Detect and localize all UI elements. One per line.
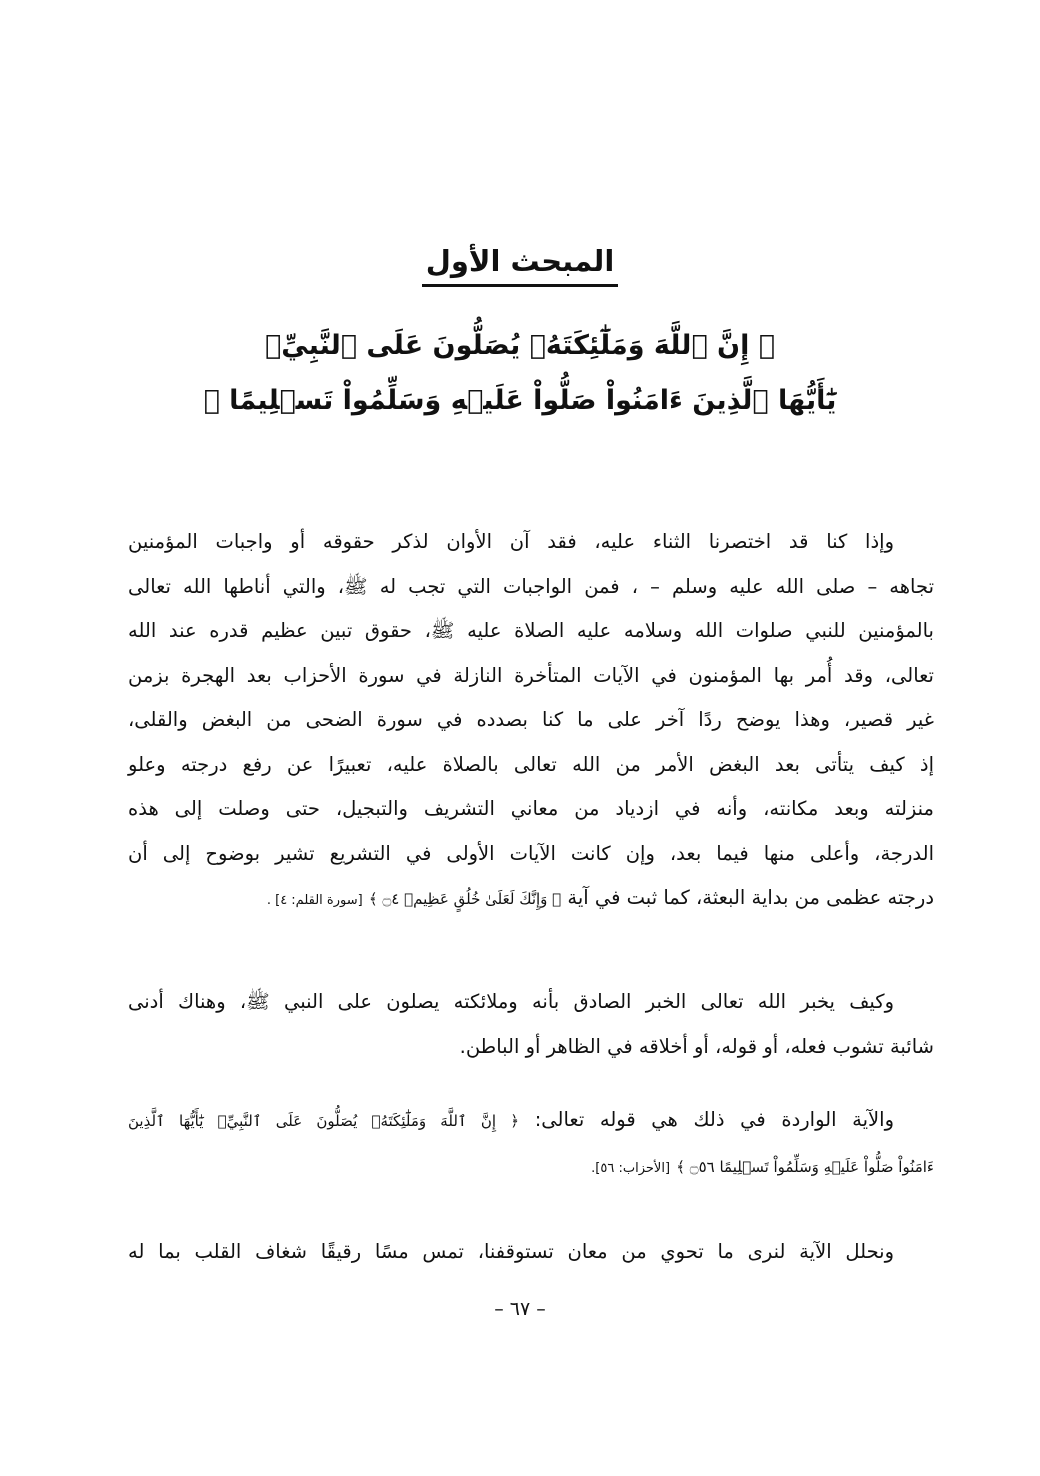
quran-quote: ءَامَنُواْ صَلُّواْ عَلَيۡهِ وَسَلِّمُواْ تَسۡلِيمًا ۝٥٦ ﴾ <box>676 1157 934 1176</box>
surah-reference: [الأحزاب: ٥٦]. <box>591 1160 671 1176</box>
heading-verse <box>0 318 1040 428</box>
paragraph-4 <box>128 1230 934 1275</box>
section-title-text: المبحث الأول <box>422 244 619 287</box>
paragraph-line: وكيف يخبر الله تعالى الخبر الصادق بأنه وملائكته يصلون على النبي ﷺ، وهناك أدنى <box>128 990 894 1013</box>
paragraph-line: تجاهه – صلى الله عليه وسلم – ، فمن الواجبات التي تجب له ﷺ، والتي أناطها الله تعالى <box>128 574 934 598</box>
paragraph-3 <box>128 1098 934 1191</box>
paragraph-1 <box>128 520 934 924</box>
heading-verse-line-2: يَٰٓأَيُّهَا ٱلَّذِينَ ءَامَنُواْ صَلُّواْ عَلَيۡهِ وَسَلِّمُواْ تَسۡلِيمًا ﴾ <box>203 385 837 416</box>
paragraph-text: والآية الواردة في ذلك هي قوله تعالى: <box>534 1108 895 1131</box>
paragraph-text: درجته عظمى من بداية البعثة، كما ثبت في آية <box>567 886 934 909</box>
paragraph-line: ونحلل الآية لنرى ما تحوي من معان تستوقفنا، تمس مسًا رقيقًا شغاف القلب بما له <box>128 1240 894 1263</box>
section-title <box>0 244 1040 287</box>
surah-reference: [سورة القلم: ٤] . <box>266 893 363 908</box>
paragraph-line: غير قصير، وهذا يوضح ردًا آخر على ما كنا بصدده في سورة الضحى من البغض والقلى، <box>128 708 934 731</box>
paragraph-line: شائبة تشوب فعله، أو قوله، أو أخلاقه في الظاهر أو الباطن. <box>459 1034 934 1058</box>
paragraph-line: بالمؤمنين للنبي صلوات الله وسلامه عليه الصلاة عليه ﷺ، حقوق تبين عظيم قدره عند الله <box>128 619 934 642</box>
paragraph-line: وإذا كنا قد اختصرنا الثناء عليه، فقد آن الأوان لذكر حقوقه أو واجبات المؤمنين <box>128 530 894 553</box>
paragraph-line <box>128 876 934 924</box>
heading-verse-line-1: ﴿ إِنَّ ٱللَّهَ وَمَلَٰٓئِكَتَهُۥ يُصَلُّونَ عَلَى ٱلنَّبِيِّۚ <box>265 330 775 361</box>
page-number: – ٦٧ – <box>494 1298 546 1320</box>
paragraph-line <box>128 1144 934 1192</box>
paragraph-line: الدرجة، وأعلى منها فيما بعد، وإن كانت الآيات الأولى في التشريع تشير بوضوح إلى أن <box>128 841 934 865</box>
quran-quote: ﴿ إِنَّ ٱللَّهَ وَمَلَٰٓئِكَتَهُۥ يُصَلُّونَ عَلَى ٱلنَّبِيِّۚ يَٰٓأَيُّهَا ٱلَّذِينَ <box>128 1112 520 1130</box>
paragraph-line: تعالى، وقد أُمر بها المؤمنون في الآيات المتأخرة النازلة في سورة الأحزاب بعد الهجرة بزمن <box>128 663 934 687</box>
paragraph-line: منزلته وبعد مكانته، وأنه في ازدياد من معاني التشريف والتبجيل، حتى وصلت إلى هذه <box>128 797 934 820</box>
paragraph-2 <box>128 980 934 1069</box>
quran-quote: ﴿ وَإِنَّكَ لَعَلَىٰ خُلُقٍ عَظِيمٖ ۝٤ ﴾ <box>368 890 562 908</box>
paragraph-line: إذ كيف يتأتى بعد البغض الأمر من الله تعالى بالصلاة عليه، تعبيرًا عن رفع درجته وعلو <box>128 752 934 776</box>
paragraph-line <box>128 1098 934 1144</box>
